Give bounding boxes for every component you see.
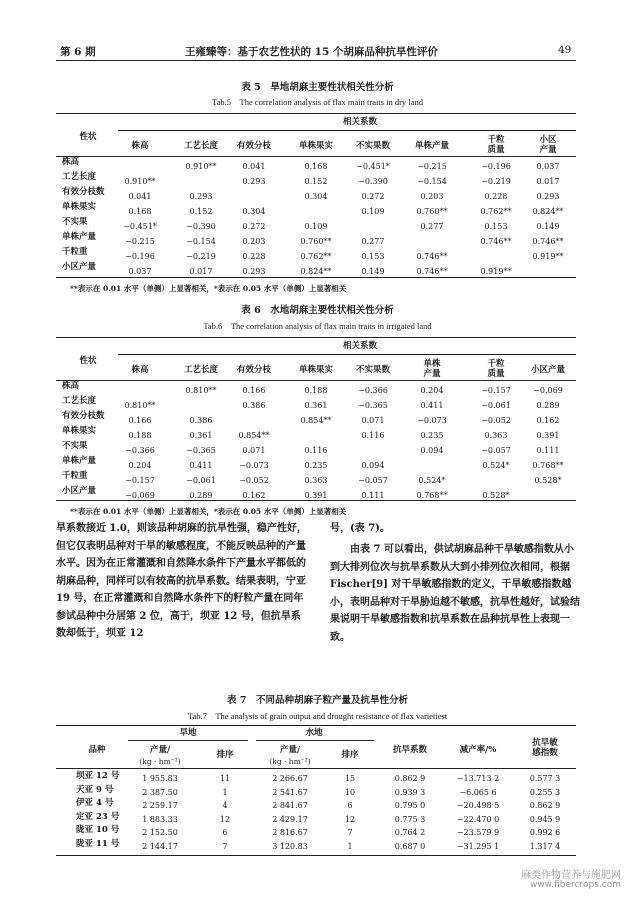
table6-cell: 0.391 bbox=[304, 491, 328, 500]
table6-cell: −0.366 bbox=[358, 386, 388, 395]
table6-cell: 0.386 bbox=[242, 401, 266, 410]
watermark-line1: 麻类作物营养与施肥网 bbox=[521, 870, 621, 881]
table6-cell: −0.052 bbox=[239, 476, 269, 485]
watermark-line2: www.fibercrops.com bbox=[530, 880, 621, 890]
table5-cell: −0.390 bbox=[186, 222, 216, 231]
table5-cell: −0.196 bbox=[125, 252, 155, 261]
table6-top-rule bbox=[56, 337, 576, 338]
table5-cell: 0.293 bbox=[189, 192, 213, 201]
table5-cell: 0.037 bbox=[128, 267, 152, 276]
table5-cell: 0.109 bbox=[361, 207, 385, 216]
table7-cell-dsi: 0.577 3 bbox=[529, 774, 561, 783]
table7-cell-red: −22.470 0 bbox=[456, 814, 500, 824]
table6-row-label: 千粒重 bbox=[62, 471, 88, 481]
table6-cell: −0.157 bbox=[125, 476, 155, 485]
table5-cell: 0.203 bbox=[242, 237, 266, 246]
table5-header-rule bbox=[56, 156, 576, 157]
table5-row-label: 单株产量 bbox=[62, 232, 97, 242]
table7-cell-irr-rank: 1 bbox=[347, 841, 353, 851]
table6-cell: 0.166 bbox=[128, 416, 152, 425]
table7-cell-red: −6.065 6 bbox=[459, 787, 497, 797]
table5-note: **表示在 0.01 水平（单侧）上显著相关，*表示在 0.05 水平（单侧）上显著相关 bbox=[70, 284, 347, 293]
table6-cell: 0.071 bbox=[361, 416, 385, 425]
table5-cell: 0.304 bbox=[242, 207, 266, 216]
table6-cell: 0.235 bbox=[304, 461, 328, 470]
table7-cell-irr: 3 120.83 bbox=[272, 841, 308, 851]
table7-cell-dry-rank: 1 bbox=[222, 787, 228, 797]
table5-row-label: 小区产量 bbox=[62, 262, 97, 272]
table5-corner: 性状 bbox=[79, 132, 97, 142]
table6-cell: 0.111 bbox=[536, 446, 560, 455]
header-rule bbox=[56, 60, 576, 61]
table6-cell: 0.116 bbox=[361, 431, 385, 440]
table7-cell-drc: 0.795 0 bbox=[394, 801, 426, 810]
table5-column-header: 千粒 质量 bbox=[487, 135, 505, 155]
table7-dry-header: 旱地 bbox=[179, 728, 197, 738]
table7-variety: 天亚 9 号 bbox=[76, 784, 114, 795]
table7-cell-irr: 2 816.67 bbox=[272, 828, 308, 837]
table7-cell-dry-rank: 11 bbox=[219, 774, 231, 783]
table5-cell: 0.203 bbox=[420, 192, 444, 201]
table6-cell: −0.157 bbox=[481, 386, 511, 395]
table5-cell: 0.153 bbox=[484, 222, 508, 231]
table6-cell: 0.361 bbox=[304, 401, 328, 410]
table5-cell: 0.762** bbox=[480, 207, 512, 216]
table6-cell: −0.366 bbox=[125, 446, 155, 455]
table6-cell: 0.391 bbox=[536, 431, 560, 440]
table7-variety: 坝亚 12 号 bbox=[76, 771, 120, 781]
table6-cell: −0.073 bbox=[239, 461, 269, 470]
table5-cell: 0.919** bbox=[480, 267, 512, 276]
table5-row-label: 株高 bbox=[62, 157, 80, 167]
table7-cell-drc: 0.939 3 bbox=[394, 787, 426, 797]
table6-cell: −0.069 bbox=[125, 491, 155, 500]
table6-cell: 0.071 bbox=[242, 446, 266, 455]
table6-row-label: 单株果实 bbox=[62, 426, 97, 436]
table5-cell: 0.272 bbox=[361, 192, 385, 201]
table6-cell: 0.361 bbox=[189, 431, 213, 440]
table5-cell: 0.152 bbox=[189, 207, 213, 216]
table6-cell: −0.365 bbox=[186, 446, 216, 455]
table6-cell: 0.411 bbox=[189, 461, 213, 470]
table6-bottom-rule bbox=[56, 500, 576, 501]
table6-cell: 0.854** bbox=[300, 416, 332, 425]
table6-cell: −0.052 bbox=[481, 416, 511, 425]
table6-group-header: 相关系数 bbox=[342, 341, 378, 351]
table5-cell: 0.041 bbox=[128, 192, 152, 201]
table6-cell: 0.162 bbox=[242, 491, 266, 500]
table7-cell-dry: 1 955.83 bbox=[142, 774, 178, 783]
table7-cell-dry-rank: 6 bbox=[222, 828, 228, 837]
table5-cell: 0.746** bbox=[532, 237, 564, 246]
table7-dsi-label: 抗旱敏 感指数 bbox=[532, 738, 558, 758]
table7-variety: 定亚 23 号 bbox=[76, 811, 120, 822]
table5-cell: 0.228 bbox=[242, 252, 266, 261]
body-paragraph-right: 由表 7 可以看出，供试胡麻品种干旱敏感指数从小到大排列位次与抗旱系数从大到小排列位次相同，根据 Fischer[9] 对干旱敏感指数的定义，干旱敏感指数越小，表明品种对干旱胁迫越不敏感，抗旱性越好，试验结果说明干旱敏感指数和抗旱系数在品种抗旱性上表现一致。 bbox=[330, 544, 580, 643]
table5-cell: 0.762** bbox=[300, 252, 332, 261]
table6-column-header: 千粒 质量 bbox=[487, 359, 505, 379]
table6-cell: 0.235 bbox=[420, 431, 444, 440]
table5-cell: 0.304 bbox=[304, 192, 328, 201]
table7-dry-yield-unit: (kg · hm⁻²) bbox=[139, 757, 181, 766]
table5-row-label: 千粒重 bbox=[62, 247, 88, 257]
table6-cell: 0.116 bbox=[304, 446, 328, 455]
table6-cell: −0.069 bbox=[533, 386, 563, 395]
table6-row-label: 有效分枝数 bbox=[62, 411, 105, 421]
table7-cell-dry: 2 144.17 bbox=[142, 841, 178, 851]
table5-column-header: 单株产量 bbox=[414, 141, 450, 151]
table7-cell-dry: 2 152.50 bbox=[142, 828, 178, 837]
table5-cell: 0.910** bbox=[185, 162, 217, 171]
table6-cell: 0.289 bbox=[189, 491, 213, 500]
table5-cell: −0.215 bbox=[417, 162, 447, 171]
table5-cell: 0.277 bbox=[420, 222, 444, 231]
table7-cell-red: −20.498 5 bbox=[456, 801, 500, 810]
table6-cell: 0.528* bbox=[534, 476, 562, 485]
table6-cell: −0.061 bbox=[186, 476, 216, 485]
table5-row-label: 单株果实 bbox=[62, 202, 97, 212]
table6-cell: 0.528* bbox=[482, 491, 510, 500]
table7-cell-dsi: 0.945 9 bbox=[529, 814, 561, 824]
table5-group-header: 相关系数 bbox=[342, 117, 378, 127]
table5-cell: −0.219 bbox=[186, 252, 216, 261]
table7-variety-header: 品种 bbox=[88, 745, 106, 755]
table5-title-en: Tab.5 The correlation analysis of flax main traits in dry land bbox=[212, 97, 423, 107]
table5-cell: −0.219 bbox=[481, 177, 511, 186]
table7-dry-rank-label: 排序 bbox=[216, 750, 234, 760]
table7-reduction-label: 减产率/% bbox=[459, 745, 497, 755]
table6-cell: −0.073 bbox=[417, 416, 447, 425]
table6-cell: 0.204 bbox=[128, 461, 152, 470]
table6-header-rule bbox=[56, 380, 576, 381]
table6-note: **表示在 0.01 水平（单侧）上显著相关，*表示在 0.05 水平（单侧）上显著相关 bbox=[70, 507, 347, 516]
table7-cell-irr-rank: 7 bbox=[347, 828, 353, 837]
table7-cell-irr-rank: 12 bbox=[344, 814, 356, 824]
table6-cell: 0.411 bbox=[420, 401, 444, 410]
table7-cell-drc: 0.687 0 bbox=[394, 841, 426, 851]
table6-group-rule bbox=[118, 354, 576, 355]
table5-cell: 0.041 bbox=[242, 162, 266, 171]
table7-variety: 陇亚 11 号 bbox=[76, 838, 120, 849]
table6-row-label: 工艺长度 bbox=[62, 396, 97, 406]
table6-cell: 0.188 bbox=[128, 431, 152, 440]
table6-column-header: 单株果实 bbox=[298, 365, 334, 375]
body-paragraph-left: 旱系数接近 1.0，则该品种胡麻的抗旱性强，稳产性好，但它仅表明品种对干旱的敏感程度，不能反映品种的产量水平。因为在正常灌溉和自然降水条件下产量水平都低的胡麻品种，同样可以有较高的抗旱系数。结果表明，宁亚 19 号，在正常灌溉和自然降水条件下的籽粒产量在同年参试品种中分居第 2 位，高于，坝亚 12 号，但抗旱系数却低于，坝亚 12 bbox=[56, 523, 307, 639]
table7-cell-dsi: 1.317 4 bbox=[529, 841, 561, 851]
table7-title: 表 7 不同品种胡麻子粒产量及抗旱性分析 bbox=[227, 695, 408, 706]
table6-cell: −0.061 bbox=[481, 401, 511, 410]
table6-cell: 0.768** bbox=[416, 491, 448, 500]
table6-column-header: 不实果数 bbox=[355, 365, 391, 375]
table5-cell: 0.017 bbox=[189, 267, 213, 276]
table6-title-en: Tab.6 The correlation analysis of flax main traits in irrigated land bbox=[203, 321, 432, 331]
table5-cell: 0.168 bbox=[128, 207, 152, 216]
table6-cell: 0.524* bbox=[482, 461, 510, 470]
table7-cell-drc: 0.862 9 bbox=[394, 774, 426, 783]
table6-cell: 0.111 bbox=[361, 491, 385, 500]
table7-cell-dry-rank: 7 bbox=[222, 841, 228, 851]
table6-cell: 0.524* bbox=[418, 476, 446, 485]
table7-cell-red: −13.713 2 bbox=[456, 774, 500, 783]
table6-cell: 0.204 bbox=[420, 386, 444, 395]
table7-cell-irr: 2 541.67 bbox=[272, 787, 308, 797]
table6-cell: 0.166 bbox=[242, 386, 266, 395]
table6-cell: 0.363 bbox=[304, 476, 328, 485]
table7-cell-irr-rank: 6 bbox=[347, 801, 353, 810]
table6-cell: 0.289 bbox=[536, 401, 560, 410]
table5-cell: 0.228 bbox=[484, 192, 508, 201]
table7-header-rule bbox=[56, 768, 576, 769]
table6-cell: 0.768** bbox=[532, 461, 564, 470]
table5-row-label: 不实果 bbox=[62, 217, 88, 227]
table6-column-header: 小区产量 bbox=[530, 365, 566, 375]
table6-corner: 性状 bbox=[79, 356, 97, 366]
table7-cell-dry-rank: 12 bbox=[219, 814, 231, 824]
table6-cell: −0.057 bbox=[481, 446, 511, 455]
table5-cell: 0.910** bbox=[124, 177, 156, 186]
table7-cell-dsi: 0.862 9 bbox=[529, 801, 561, 810]
table5-cell: 0.149 bbox=[361, 267, 385, 276]
table6-cell: 0.162 bbox=[536, 416, 560, 425]
table5-cell: 0.272 bbox=[242, 222, 266, 231]
table6-cell: 0.386 bbox=[189, 416, 213, 425]
table6-cell: 0.810** bbox=[124, 401, 156, 410]
table7-title-en: Tab.7 The analysis of grain output and drought resistance of flax varietiest bbox=[187, 711, 448, 721]
table5-column-header: 小区 产量 bbox=[539, 135, 557, 155]
table6-column-header: 株高 bbox=[131, 365, 149, 375]
body-paragraph-right-continuation: 号，(表 7)。 bbox=[330, 523, 390, 534]
table5-cell: 0.293 bbox=[536, 192, 560, 201]
table5-cell: 0.037 bbox=[536, 162, 560, 171]
table5-cell: 0.109 bbox=[304, 222, 328, 231]
table7-drc-label: 抗旱系数 bbox=[392, 745, 428, 755]
table5-group-rule bbox=[118, 130, 576, 131]
page-number: 49 bbox=[558, 44, 572, 56]
table6-cell: 0.854** bbox=[238, 431, 270, 440]
table7-irr-yield-label: 产量/ bbox=[279, 745, 301, 755]
table6-row-label: 不实果 bbox=[62, 441, 88, 451]
table7-cell-dsi: 0.255 3 bbox=[529, 787, 561, 797]
table6-cell: 0.188 bbox=[304, 386, 328, 395]
table5-cell: −0.154 bbox=[417, 177, 447, 186]
table5-cell: 0.153 bbox=[361, 252, 385, 261]
table7-cell-dry: 1 883.33 bbox=[142, 814, 178, 824]
table7-variety: 陇亚 10 号 bbox=[76, 825, 120, 835]
table7-cell-dry-rank: 4 bbox=[222, 801, 228, 810]
running-header-left: 第 6 期 bbox=[60, 46, 96, 58]
table7-cell-dsi: 0.992 6 bbox=[529, 828, 561, 837]
table7-cell-red: −31.295 1 bbox=[456, 841, 500, 851]
table7-cell-irr: 2 841.67 bbox=[272, 801, 308, 810]
table5-title: 表 5 旱地胡麻主要性状相关性分析 bbox=[241, 82, 394, 93]
table7-irr-rank-label: 排序 bbox=[341, 750, 359, 760]
table5-cell: 0.152 bbox=[304, 177, 328, 186]
table7-cell-drc: 0.764 2 bbox=[394, 828, 426, 837]
table6-title: 表 6 水地胡麻主要性状相关性分析 bbox=[241, 305, 394, 316]
table5-cell: −0.390 bbox=[358, 177, 388, 186]
table5-cell: −0.451* bbox=[123, 222, 157, 231]
table6-cell: 0.094 bbox=[420, 446, 444, 455]
table7-cell-red: −23.579 9 bbox=[456, 828, 500, 837]
table5-cell: 0.149 bbox=[536, 222, 560, 231]
table5-cell: −0.215 bbox=[125, 237, 155, 246]
table5-cell: 0.746** bbox=[416, 252, 448, 261]
table5-column-header: 单株果实 bbox=[298, 141, 334, 151]
table5-cell: 0.824** bbox=[532, 207, 564, 216]
table5-cell: −0.196 bbox=[481, 162, 511, 171]
table6-column-header: 工艺长度 bbox=[183, 365, 219, 375]
table7-cell-irr-rank: 10 bbox=[344, 787, 356, 797]
table5-cell: 0.919** bbox=[532, 252, 564, 261]
table7-cell-dry: 2 259.17 bbox=[142, 801, 178, 810]
table5-cell: 0.168 bbox=[304, 162, 328, 171]
table5-top-rule bbox=[56, 113, 576, 114]
table5-row-label: 工艺长度 bbox=[62, 172, 97, 182]
table5-row-label: 有效分枝数 bbox=[62, 187, 105, 197]
table5-cell: 0.746** bbox=[416, 267, 448, 276]
table5-cell: 0.746** bbox=[480, 237, 512, 246]
table7-cell-irr: 2 266.67 bbox=[272, 774, 308, 783]
table6-row-label: 小区产量 bbox=[62, 486, 97, 496]
table5-cell: 0.824** bbox=[300, 267, 332, 276]
table5-column-header: 工艺长度 bbox=[183, 141, 219, 151]
table6-row-label: 单株产量 bbox=[62, 456, 97, 466]
table5-cell: 0.760** bbox=[416, 207, 448, 216]
table7-dry-rule bbox=[128, 740, 248, 741]
table5-cell: 0.277 bbox=[361, 237, 385, 246]
table5-cell: −0.154 bbox=[186, 237, 216, 246]
table6-cell: 0.094 bbox=[361, 461, 385, 470]
table6-column-header: 有效分枝 bbox=[236, 365, 272, 375]
table7-cell-irr-rank: 15 bbox=[344, 774, 356, 783]
table5-cell: 0.017 bbox=[536, 177, 560, 186]
table6-row-label: 株高 bbox=[62, 381, 80, 391]
table7-cell-drc: 0.775 3 bbox=[394, 814, 426, 824]
table7-cell-irr: 2 429.17 bbox=[272, 814, 308, 824]
table5-column-header: 有效分枝 bbox=[236, 141, 272, 151]
table5-column-header: 不实果数 bbox=[355, 141, 391, 151]
table6-column-header: 单株 产量 bbox=[423, 359, 441, 379]
table6-cell: −0.057 bbox=[358, 476, 388, 485]
table7-irr-header: 水地 bbox=[305, 728, 323, 738]
table7-bottom-rule bbox=[56, 855, 576, 856]
table5-cell: −0.451* bbox=[356, 162, 390, 171]
table7-irr-yield-unit: (kg · hm⁻²) bbox=[269, 757, 311, 766]
table7-cell-dry: 2 387.50 bbox=[142, 787, 178, 797]
table6-cell: 0.363 bbox=[484, 431, 508, 440]
table6-cell: −0.365 bbox=[358, 401, 388, 410]
table7-irr-rule bbox=[256, 740, 374, 741]
table5-bottom-rule bbox=[56, 277, 576, 278]
table5-cell: 0.293 bbox=[242, 177, 266, 186]
table7-dry-yield-label: 产量/ bbox=[149, 745, 171, 755]
table7-variety: 伊亚 4 号 bbox=[76, 798, 114, 808]
table5-column-header: 株高 bbox=[131, 141, 149, 151]
table7-top-rule bbox=[56, 725, 576, 726]
table5-cell: 0.293 bbox=[242, 267, 266, 276]
table5-cell: 0.760** bbox=[300, 237, 332, 246]
running-header-title: 王雍臻等：基于农艺性状的 15 个胡麻品种抗旱性评价 bbox=[185, 46, 438, 58]
table6-cell: 0.810** bbox=[185, 386, 217, 395]
